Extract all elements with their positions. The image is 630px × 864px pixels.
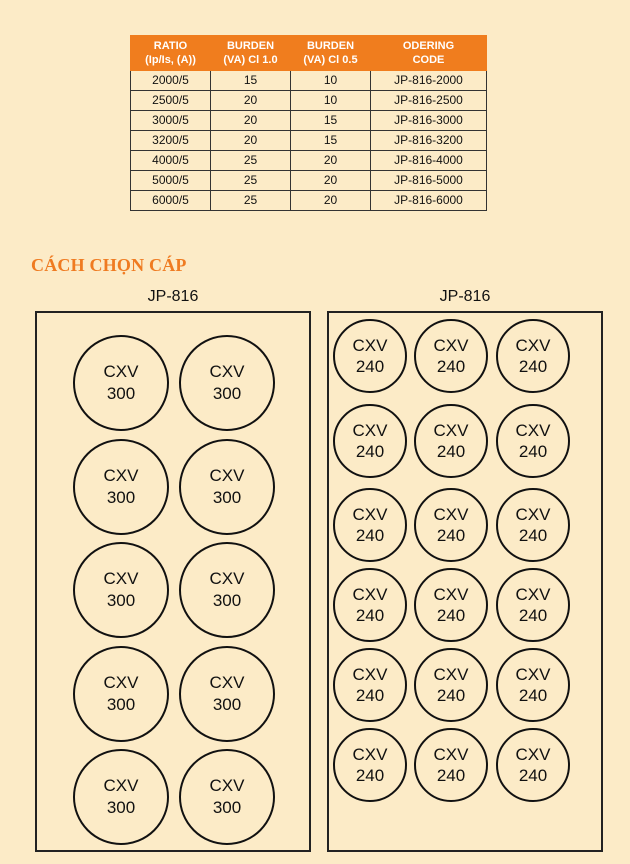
- cable-size-label: 240: [436, 766, 466, 785]
- header-ordering-code: [371, 36, 487, 71]
- cable-size-label: 240: [436, 357, 466, 376]
- cable-type-label: CXV: [433, 665, 469, 684]
- cable-circle: [496, 319, 570, 393]
- left-cable-panel: [35, 311, 311, 852]
- cable-circle: [333, 568, 407, 642]
- cable-type-label: CXV: [515, 336, 551, 355]
- cable-type-label: CXV: [103, 362, 139, 381]
- left-panel-title: JP-816: [147, 288, 199, 305]
- cable-circle: [179, 749, 275, 845]
- burden-cl05-cell: 10: [291, 71, 371, 91]
- cable-type-label: CXV: [515, 421, 551, 440]
- cable-circle: [414, 568, 488, 642]
- burden-cl05-cell: 15: [291, 131, 371, 151]
- cable-type-label: CXV: [352, 336, 388, 355]
- header-burden-cl10: [211, 36, 291, 71]
- cable-circle: [333, 488, 407, 562]
- cable-type-label: CXV: [352, 585, 388, 604]
- cable-type-label: CXV: [352, 665, 388, 684]
- cable-size-label: 240: [436, 606, 466, 625]
- cable-type-label: CXV: [352, 421, 388, 440]
- cable-type-label: CXV: [515, 505, 551, 524]
- cable-size-label: 240: [436, 526, 466, 545]
- table-row: [131, 71, 487, 91]
- cable-size-label: 300: [212, 488, 242, 507]
- header-burden-cl10-line1: BURDEN: [226, 40, 275, 52]
- cable-size-label: 240: [355, 686, 385, 705]
- header-burden-cl05-line1: BURDEN: [306, 40, 355, 52]
- burden-cl05-cell: 10: [291, 91, 371, 111]
- header-ordering-code-line2: CODE: [412, 54, 445, 66]
- cable-size-label: 300: [106, 695, 136, 714]
- cable-type-label: CXV: [103, 776, 139, 795]
- cable-size-label: 300: [212, 695, 242, 714]
- header-ordering-code-line1: ODERING: [402, 40, 455, 52]
- burden-cl10-cell: 25: [211, 171, 291, 191]
- cable-size-label: 300: [106, 591, 136, 610]
- burden-cl10-cell: 20: [211, 111, 291, 131]
- burden-cl10-cell: 15: [211, 71, 291, 91]
- cable-size-label: 300: [212, 798, 242, 817]
- cable-circle: [496, 488, 570, 562]
- cable-type-label: CXV: [433, 745, 469, 764]
- ratio-cell: 2000/5: [131, 71, 211, 91]
- ratio-cell: 3200/5: [131, 131, 211, 151]
- ordering-code-cell: JP-816-3200: [371, 131, 487, 151]
- cable-circle: [333, 728, 407, 802]
- ordering-code-cell: JP-816-2000: [371, 71, 487, 91]
- cable-size-label: 300: [106, 798, 136, 817]
- ratio-cell: 4000/5: [131, 151, 211, 171]
- cable-size-label: 240: [436, 442, 466, 461]
- ordering-code-cell: JP-816-6000: [371, 191, 487, 211]
- spec-table: [130, 35, 487, 211]
- cable-type-label: CXV: [433, 505, 469, 524]
- header-ratio-line1: RATIO: [153, 40, 188, 52]
- table-row: [131, 111, 487, 131]
- cable-circle: [73, 749, 169, 845]
- cable-type-label: CXV: [515, 745, 551, 764]
- cable-type-label: CXV: [352, 745, 388, 764]
- cable-circle: [73, 542, 169, 638]
- cable-circle: [414, 319, 488, 393]
- cable-circle: [414, 728, 488, 802]
- cable-type-label: CXV: [515, 665, 551, 684]
- cable-size-label: 300: [212, 384, 242, 403]
- burden-cl05-cell: 15: [291, 111, 371, 131]
- right-cable-panel: [327, 311, 603, 852]
- cable-circle: [333, 319, 407, 393]
- cable-circle: [179, 439, 275, 535]
- table-row: [131, 131, 487, 151]
- ratio-cell: 5000/5: [131, 171, 211, 191]
- table-row: [131, 191, 487, 211]
- table-header-row: [131, 36, 487, 71]
- cable-type-label: CXV: [433, 421, 469, 440]
- header-burden-cl05-line2: (VA) Cl 0.5: [303, 54, 358, 66]
- cable-circle: [414, 404, 488, 478]
- burden-cl10-cell: 20: [211, 131, 291, 151]
- right-panel-title: JP-816: [439, 288, 491, 305]
- cable-circle: [496, 648, 570, 722]
- ordering-code-cell: JP-816-5000: [371, 171, 487, 191]
- cable-size-label: 300: [106, 488, 136, 507]
- cable-size-label: 240: [518, 766, 548, 785]
- ordering-code-cell: JP-816-2500: [371, 91, 487, 111]
- cable-circle: [496, 568, 570, 642]
- cable-circle: [496, 404, 570, 478]
- cable-type-label: CXV: [209, 466, 245, 485]
- cable-size-label: 240: [518, 526, 548, 545]
- ratio-cell: 3000/5: [131, 111, 211, 131]
- burden-cl05-cell: 20: [291, 151, 371, 171]
- cable-size-label: 240: [355, 606, 385, 625]
- cable-size-label: 240: [518, 442, 548, 461]
- cable-type-label: CXV: [209, 776, 245, 795]
- cable-circle: [73, 646, 169, 742]
- cable-size-label: 240: [355, 442, 385, 461]
- table-body: [131, 71, 487, 211]
- cable-size-label: 240: [436, 686, 466, 705]
- cable-size-label: 300: [212, 591, 242, 610]
- ratio-cell: 6000/5: [131, 191, 211, 211]
- table-row: [131, 91, 487, 111]
- cable-type-label: CXV: [209, 362, 245, 381]
- burden-cl05-cell: 20: [291, 171, 371, 191]
- cable-type-label: CXV: [209, 673, 245, 692]
- cable-circle: [179, 542, 275, 638]
- cable-type-label: CXV: [352, 505, 388, 524]
- cable-circle: [73, 335, 169, 431]
- table-row: [131, 171, 487, 191]
- cable-type-label: CXV: [515, 585, 551, 604]
- cable-circle: [414, 648, 488, 722]
- burden-cl10-cell: 25: [211, 191, 291, 211]
- cable-size-label: 240: [355, 766, 385, 785]
- cable-size-label: 240: [518, 606, 548, 625]
- cable-size-label: 240: [518, 686, 548, 705]
- cable-size-label: 240: [355, 357, 385, 376]
- cable-circle: [496, 728, 570, 802]
- cable-circle: [73, 439, 169, 535]
- cable-type-label: CXV: [433, 585, 469, 604]
- ordering-code-cell: JP-816-4000: [371, 151, 487, 171]
- cable-size-label: 240: [355, 526, 385, 545]
- cable-type-label: CXV: [103, 569, 139, 588]
- cable-circle: [179, 646, 275, 742]
- cable-type-label: CXV: [103, 466, 139, 485]
- header-ratio-line2: (Ip/Is, (A)): [145, 54, 196, 66]
- burden-cl10-cell: 25: [211, 151, 291, 171]
- cable-type-label: CXV: [433, 336, 469, 355]
- cable-circle: [414, 488, 488, 562]
- cable-circle: [333, 648, 407, 722]
- burden-cl05-cell: 20: [291, 191, 371, 211]
- cable-size-label: 240: [518, 357, 548, 376]
- cable-type-label: CXV: [209, 569, 245, 588]
- table-row: [131, 151, 487, 171]
- section-title: CÁCH CHỌN CÁP: [31, 255, 187, 275]
- header-burden-cl05: [291, 36, 371, 71]
- cable-type-label: CXV: [103, 673, 139, 692]
- header-ratio: [131, 36, 211, 71]
- cable-circle: [333, 404, 407, 478]
- ratio-cell: 2500/5: [131, 91, 211, 111]
- ordering-code-cell: JP-816-3000: [371, 111, 487, 131]
- cable-circle: [179, 335, 275, 431]
- burden-cl10-cell: 20: [211, 91, 291, 111]
- header-burden-cl10-line2: (VA) Cl 1.0: [223, 54, 278, 66]
- cable-size-label: 300: [106, 384, 136, 403]
